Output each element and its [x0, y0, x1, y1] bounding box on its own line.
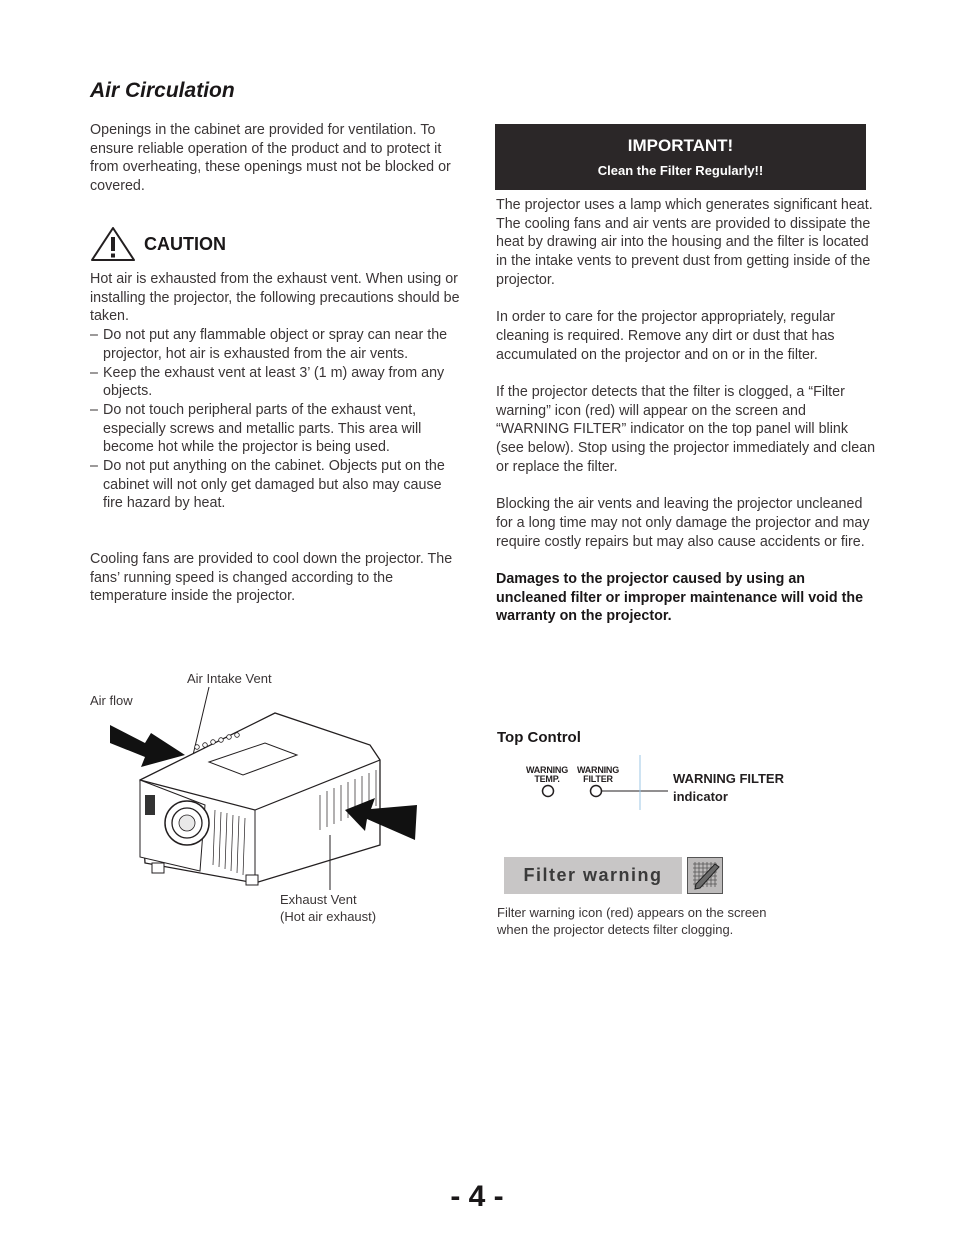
- paragraph: The projector uses a lamp which generates significant heat. The cooling fans and air vents are provided to dissipate the heat by drawing air into the housing and the filter is located in the intake vents to prevent dust from getting inside of the projector.: [496, 197, 873, 288]
- air-flow-label: Air flow: [90, 693, 133, 708]
- list-item: – Do not put anything on the cabinet. Objects put on the cabinet will not only get damaged but also may cause fire hazard by heat.: [90, 457, 462, 513]
- paragraph: If the projector detects that the filter is clogged, a “Filter warning” icon (red) will appear on the screen and “WARNING FILTER” indicator on the top panel will blink (see below). Stop using the projector immediately and clean or replace the filter.: [496, 384, 876, 475]
- caution-body: [90, 270, 462, 513]
- caution-title: CAUTION: [144, 233, 226, 254]
- section-title: Air Circulation: [90, 79, 235, 102]
- exhaust-vent-sublabel: (Hot air exhaust): [280, 909, 377, 924]
- warranty-warning: Damages to the projector caused by using an uncleaned filter or improper maintenance will void the warranty on the projector.: [496, 571, 864, 625]
- warning-triangle-icon: [90, 226, 136, 262]
- important-subtitle: Clean the Filter Regularly!!: [597, 163, 764, 178]
- caution-list: [90, 326, 462, 513]
- filter-warning-text: Filter warning: [523, 865, 663, 885]
- intro-paragraph: Openings in the cabinet are provided for ventilation. To ensure reliable operation of the product and to protect it from overheating, these openings must not be blocked or covered.: [90, 122, 451, 195]
- projector-illustration: [105, 685, 425, 895]
- top-control-indicators: [536, 755, 676, 813]
- important-body: [496, 196, 876, 626]
- important-banner: [495, 124, 866, 190]
- air-intake-label: Air Intake Vent: [187, 671, 272, 686]
- page-number: - 4 -: [450, 1180, 504, 1213]
- warning-temp-label: WARNING TEMP.: [525, 765, 569, 784]
- warning-filter-label: WARNING FILTER: [576, 765, 620, 784]
- list-item: – Keep the exhaust vent at least 3’ (1 m) away from any objects.: [90, 364, 462, 401]
- filter-caption-line1: Filter warning icon (red) appears on the screen: [497, 905, 767, 920]
- warning-temp-indicator: [543, 786, 554, 797]
- paragraph: In order to care for the projector appropriately, regular cleaning is required. Remove any dirt or dust that has accumulated on the projector and on or in the filter.: [496, 309, 836, 363]
- list-item: – Do not touch peripheral parts of the exhaust vent, especially screws and metallic parts. This area will become hot while the projector is being used.: [90, 401, 462, 457]
- fans-paragraph: Cooling fans are provided to cool down the projector. The fans’ running speed is changed according to the temperature inside the projector.: [90, 551, 453, 605]
- caution-lead: Hot air is exhausted from the exhaust vent. When using or installing the projector, the following precautions should be taken.: [90, 271, 460, 325]
- paragraph: Blocking the air vents and leaving the projector uncleaned for a long time may not only damage the projector and may require costly repairs but may also cause accidents or fire.: [496, 496, 870, 550]
- warning-filter-indicator: [591, 786, 602, 797]
- top-control-title: Top Control: [497, 729, 581, 746]
- exhaust-vent-label: Exhaust Vent: [280, 892, 357, 907]
- filter-warning-bar: [504, 857, 682, 894]
- list-item: – Do not put any flammable object or spray can near the projector, hot air is exhausted from the air vents.: [90, 326, 462, 363]
- caution-header: [90, 226, 226, 262]
- warning-filter-callout: WARNING FILTER indicator: [673, 771, 784, 804]
- filter-caption-line2: when the projector detects filter clogging.: [497, 922, 734, 937]
- important-title: IMPORTANT!: [627, 136, 734, 155]
- filter-warning-icon: [687, 857, 723, 894]
- filter-clog-icon: [688, 858, 722, 893]
